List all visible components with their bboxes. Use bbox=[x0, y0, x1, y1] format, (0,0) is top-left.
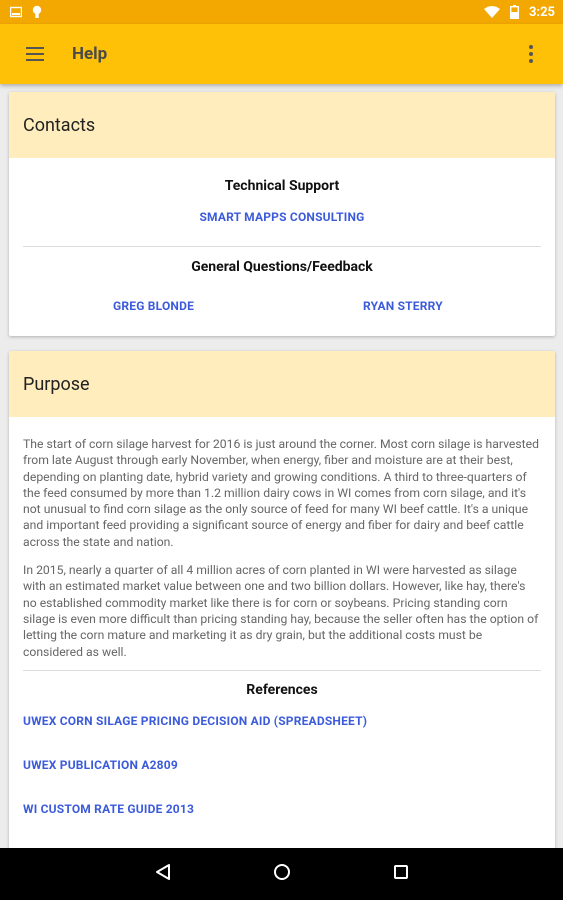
contacts-header: Contacts bbox=[9, 92, 555, 158]
navigation-bar bbox=[0, 848, 563, 900]
references-title: References bbox=[246, 681, 318, 698]
content-scroll[interactable] bbox=[0, 84, 563, 848]
uwex-corn-silage-aid-link[interactable]: UWEX CORN SILAGE PRICING DECISION AID (SPREADSHEET) bbox=[23, 713, 368, 728]
contacts-card bbox=[9, 92, 555, 336]
recents-icon[interactable] bbox=[393, 864, 409, 884]
page-title: Help bbox=[72, 44, 108, 64]
purpose-card bbox=[9, 351, 555, 848]
notification-icon bbox=[10, 6, 22, 18]
clock-time: 3:25 bbox=[528, 4, 555, 20]
references-divider bbox=[23, 670, 541, 671]
contacts-divider bbox=[23, 246, 541, 247]
app-bar bbox=[0, 24, 563, 84]
smart-mapps-consulting-link[interactable]: SMART MAPPS CONSULTING bbox=[199, 210, 365, 224]
technical-support-title: Technical Support bbox=[224, 178, 340, 194]
home-icon[interactable] bbox=[273, 863, 291, 885]
purpose-header: Purpose bbox=[9, 351, 555, 417]
lightbulb-icon bbox=[32, 5, 42, 19]
wifi-icon bbox=[484, 6, 500, 18]
wi-custom-rate-guide-link[interactable]: WI CUSTOM RATE GUIDE 2013 bbox=[23, 801, 195, 816]
battery-icon bbox=[510, 5, 519, 19]
overflow-icon[interactable] bbox=[529, 45, 533, 63]
greg-blonde-link[interactable]: GREG BLONDE bbox=[113, 299, 195, 313]
general-questions-title: General Questions/Feedback bbox=[191, 259, 373, 275]
purpose-paragraph-1: The start of corn silage harvest for 2016 is just around the corner. Most corn silage is harvested from late August through early November, when energy, fiber and moisture are at their best, depending on planting date, hybrid variety and growing conditions. A third to three-quarters of the feed consumed by more than 1.2 million dairy cows in WI comes from corn silage, and it's not unusual to find corn silage as the only source of feed for many WI beef cattle. It's a unique and important feed providing a significant source of energy and fiber for dairy and beef cattle across the state and nation. bbox=[23, 437, 540, 549]
status-bar bbox=[0, 0, 563, 24]
ryan-sterry-link[interactable]: RYAN STERRY bbox=[363, 299, 443, 313]
purpose-paragraph-2: In 2015, nearly a quarter of all 4 million acres of corn planted in WI were harvested as silage with an estimated market value between one and two billion dollars. However, like hay, there's no established commodity market like there is for corn or soybeans. Pricing standing corn silage is even more difficult than pricing standing hay, because the seller often has the option of letting the corn mature and marketing it as dry grain, but the additional costs must be considered as well. bbox=[23, 563, 539, 659]
menu-icon[interactable] bbox=[26, 42, 50, 66]
back-icon[interactable] bbox=[155, 863, 171, 885]
uwex-publication-a2809-link[interactable]: UWEX PUBLICATION A2809 bbox=[23, 757, 178, 772]
